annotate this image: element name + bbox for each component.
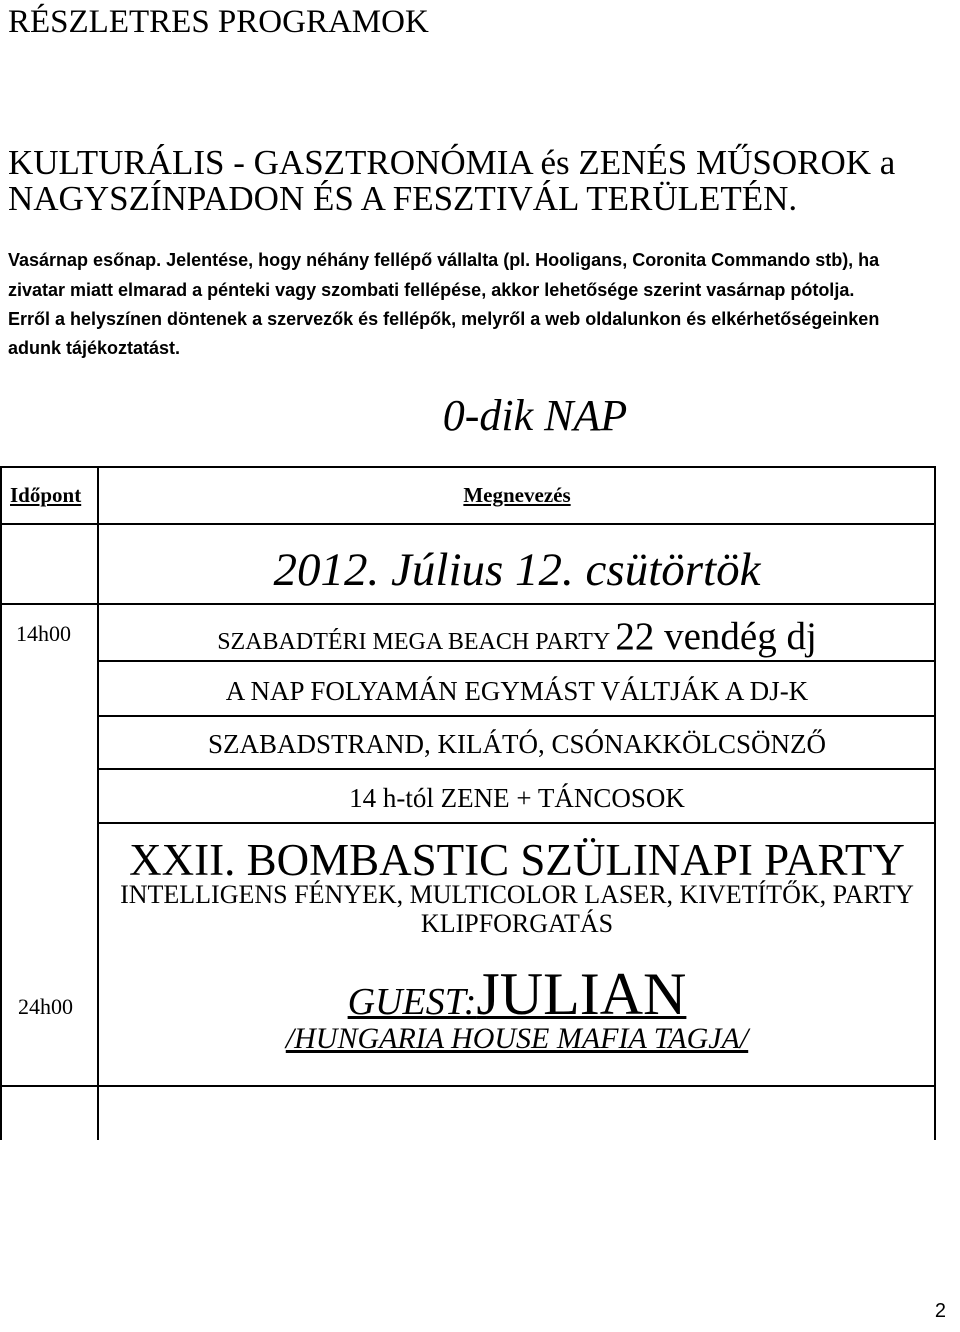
- notice-line-4: adunk tájékoztatást.: [8, 338, 181, 358]
- row-divider-2: [97, 715, 936, 717]
- table-column-divider: [97, 466, 99, 1140]
- program-item-djs: A NAP FOLYAMÁN EGYMÁST VÁLTJÁK A DJ-K: [225, 676, 809, 706]
- notice-line-1: Vasárnap esőnap. Jelentése, hogy néhány fellépő vállalta (pl. Hooligans, Coronita Commando stb), ha: [8, 250, 880, 270]
- table-right-border: [934, 466, 936, 1140]
- beach-party-title: SZABADTÉRI MEGA BEACH PARTY: [217, 629, 616, 655]
- section-heading-line-1: KULTURÁLIS - GASZTRONÓMIA és ZENÉS MŰSOROK a: [8, 143, 896, 182]
- row-divider-1: [97, 660, 936, 662]
- event-date: 2012. Július 12. csütörtök: [273, 544, 761, 596]
- table-top-border: [0, 466, 936, 468]
- beach-party-djs: 22 vendég dj: [615, 615, 817, 658]
- program-item-locations: SZABADSTRAND, KILÁTÓ, CSÓNAKKÖLCSÖNZŐ: [207, 729, 827, 759]
- program-item-beach-party: [100, 614, 934, 659]
- day-title: 0-dik NAP: [442, 391, 628, 440]
- program-item-effects-cont: KLIPFORGATÁS: [420, 909, 614, 938]
- guest-label: GUEST:: [347, 981, 477, 1023]
- row-divider-3: [97, 768, 936, 770]
- column-header-name: Megnevezés: [463, 483, 571, 507]
- guest-note: /HUNGARIA HOUSE MAFIA TAGJA/: [285, 1022, 749, 1055]
- page-number: 2: [934, 1300, 946, 1322]
- notice-line-3: Erről a helyszínen döntenek a szervezők és fellépők, melyről a web oldalunkon és elkérhetőségeinken: [8, 309, 880, 329]
- time-cell-2: 24h00: [18, 994, 73, 1019]
- notice-line-2: zivatar miatt elmarad a pénteki vagy szombati fellépése, akkor lehetősége szerint vasárnap pótolja.: [8, 280, 855, 300]
- time-cell-1: 14h00: [16, 621, 71, 646]
- program-item-music: 14 h-tól ZENE + TÁNCOSOK: [349, 783, 685, 813]
- program-item-effects: INTELLIGENS FÉNYEK, MULTICOLOR LASER, KIVETÍTŐK, PARTY: [120, 880, 914, 909]
- page-title: RÉSZLETRES PROGRAMOK: [8, 4, 429, 40]
- program-item-birthday-party: XXII. BOMBASTIC SZÜLINAPI PARTY: [129, 835, 905, 885]
- table-header-divider: [0, 523, 936, 525]
- row-divider-4: [97, 822, 936, 824]
- column-header-time: Időpont: [10, 483, 82, 507]
- section-heading-line-2: NAGYSZÍNPADON ÉS A FESZTIVÁL TERÜLETÉN.: [8, 179, 798, 218]
- guest-name: JULIAN: [476, 961, 687, 1027]
- guest-line: [100, 960, 934, 1029]
- date-row-divider: [0, 603, 936, 605]
- row-divider-5: [0, 1085, 936, 1087]
- table-left-border: [0, 466, 2, 1140]
